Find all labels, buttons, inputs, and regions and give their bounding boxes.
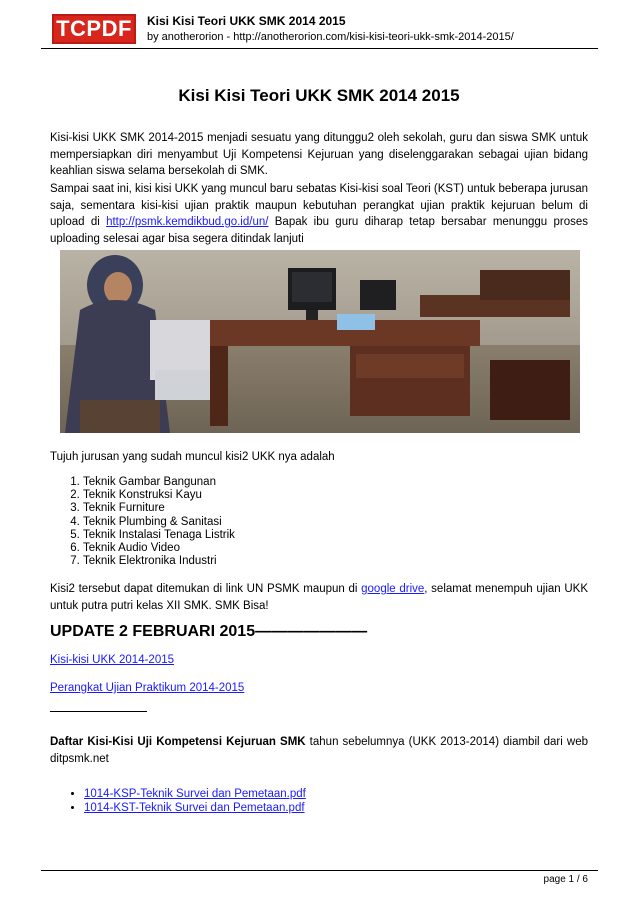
file-list — [50, 787, 306, 815]
intro-paragraph: Kisi-kisi UKK SMK 2014-2015 menjadi sesuatu yang ditunggu2 oleh sekolah, guru dan siswa SMK untuk mempersiapkan diri menyambut Uji Kompetensi Kejuruan yang diselenggarakan sebagai ujian bidang keahlian siswa selama bersekolah di SMK. — [50, 132, 588, 177]
closing-text-start: Kisi2 tersebut dapat ditemukan di link UN PSMK maupun di — [50, 583, 362, 595]
header-title: Kisi Kisi Teori UKK SMK 2014 2015 — [147, 14, 346, 28]
status-text-end: Bapak ibu guru diharap tetap bersabar menunggu proses uploading selesai agar bisa segera ditindak lanjuti — [50, 216, 588, 245]
status-text-start: Sampai saat ini, kisi kisi UKK yang muncul baru sebatas Kisi-kisi soal Teori (KST) untuk beberapa jurusan saja, sementara kisi-kisi ujian praktik maupun kebutuhan perangkat ujian praktik kejuruan belum di upload di — [50, 183, 588, 228]
header-divider — [41, 48, 598, 49]
psmk-link[interactable]: http://psmk.kemdikbud.go.id/un/ — [106, 216, 269, 228]
closing-text-end: , selamat menempuh ujian UKK untuk putra putri kelas XII SMK. SMK Bisa! — [50, 583, 588, 612]
jurusan-list — [50, 476, 235, 568]
daftar-paragraph — [50, 734, 588, 767]
status-paragraph — [50, 181, 588, 247]
tcpdf-logo: TCPDF — [52, 14, 136, 44]
classroom-photo — [60, 250, 580, 433]
list-item: 4. Teknik Plumbing & Sanitasi — [83, 516, 235, 529]
update-heading: UPDATE 2 FEBRUARI 2015——————— — [50, 623, 368, 640]
list-intro: Tujuh jurusan yang sudah muncul kisi2 UKK nya adalah — [50, 451, 335, 463]
list-item — [84, 787, 306, 801]
list-item: 5. Teknik Instalasi Tenaga Listrik — [83, 529, 235, 542]
perangkat-ujian-link[interactable]: Perangkat Ujian Praktikum 2014-2015 — [50, 682, 245, 694]
header-subtitle: by anotherorion - http://anotherorion.com/kisi-kisi-teori-ukk-smk-2014-2015/ — [147, 31, 514, 43]
list-item: 7. Teknik Elektronika Industri — [83, 555, 235, 568]
list-item: 2. Teknik Konstruksi Kayu — [83, 489, 235, 502]
list-item: 6. Teknik Audio Video — [83, 542, 235, 555]
document-title: Kisi Kisi Teori UKK SMK 2014 2015 — [178, 86, 460, 105]
closing-paragraph — [50, 581, 588, 614]
separator-line — [50, 711, 147, 713]
kst-file-link[interactable]: 1014-KST-Teknik Survei dan Pemetaan.pdf — [84, 802, 305, 814]
list-item: 3. Teknik Furniture — [83, 502, 235, 515]
page-number: page 1 / 6 — [543, 874, 588, 885]
list-item: 1. Teknik Gambar Bangunan — [83, 476, 235, 489]
daftar-bold-text: Daftar Kisi-Kisi Uji Kompetensi Kejuruan SMK — [50, 736, 306, 748]
google-drive-link[interactable]: google drive — [361, 583, 425, 595]
ksp-file-link[interactable]: 1014-KSP-Teknik Survei dan Pemetaan.pdf — [84, 788, 306, 800]
kisi-kisi-link[interactable]: Kisi-kisi UKK 2014-2015 — [50, 654, 175, 666]
daftar-text: tahun sebelumnya (UKK 2013-2014) diambil dari web ditpsmk.net — [50, 736, 588, 765]
list-item — [84, 801, 306, 815]
footer-divider — [41, 870, 598, 871]
